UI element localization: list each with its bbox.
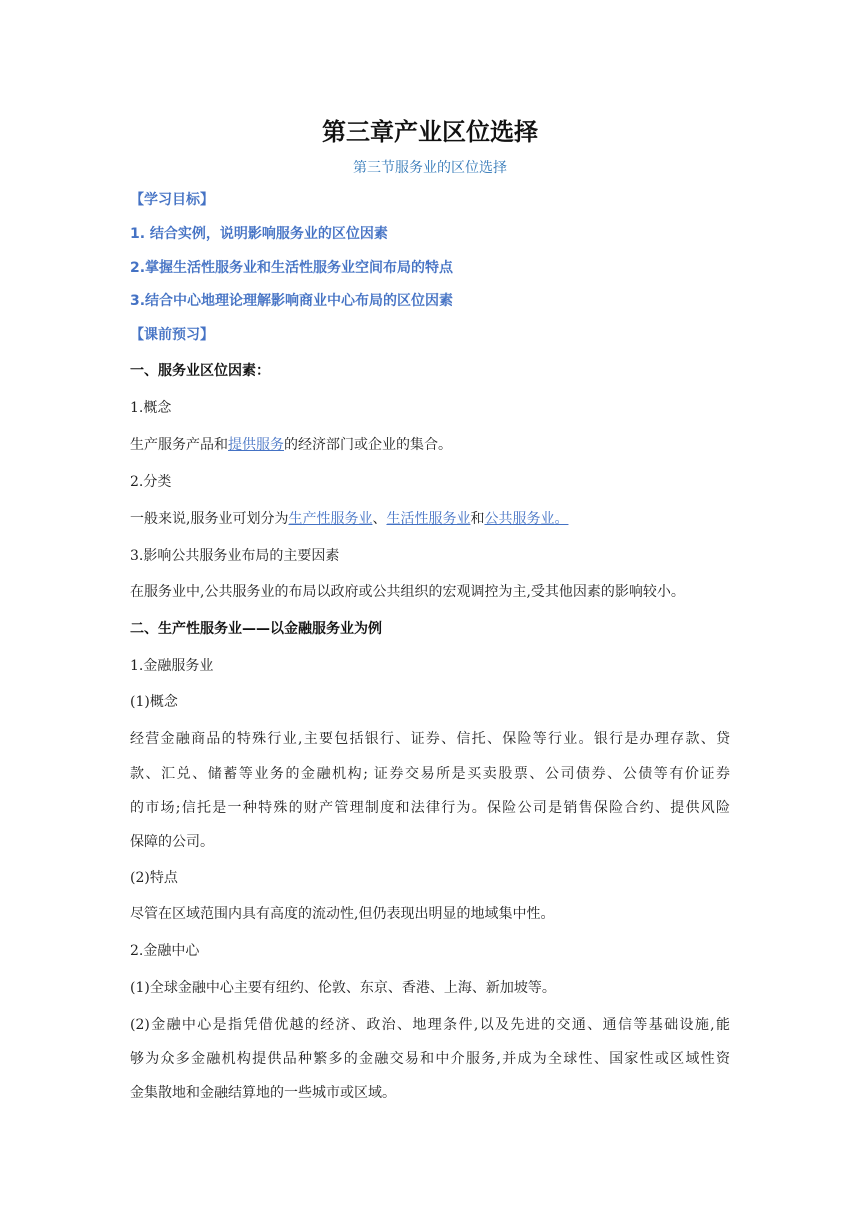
objective-item: 1. 结合实例，说明影响服务业的区位因素: [130, 226, 388, 242]
feature-text: 尽管在区域范围内具有高度的流动性,但仍表现出明显的地域集中性。: [130, 906, 555, 922]
concept-label: 1.概念: [130, 400, 172, 416]
financial-center-item1: (1)全球金融中心主要有纽约、伦敦、东京、香港、上海、新加坡等。: [130, 980, 556, 996]
objective-item: 2.掌握生活性服务业和生活性服务业空间布局的特点: [130, 260, 454, 276]
separator: 、: [372, 511, 387, 527]
financial-center-line: (2)金融中心是指凭借优越的经济、政治、地理条件,以及先进的交通、通信等基础设施,能: [130, 1017, 730, 1033]
fin-concept-label: (1)概念: [130, 694, 178, 710]
section-subtitle: 第三节服务业的区位选择: [353, 160, 507, 176]
concept-text: [130, 435, 730, 455]
factors-text: 在服务业中,公共服务业的布局以政府或公共组织的宏观调控为主,受其他因素的影响较小。: [130, 584, 685, 600]
fin-concept-line: 保障的公司。: [130, 834, 214, 850]
classification-pre: 一般来说,服务业可划分为: [130, 511, 289, 527]
objective-item: 3.结合中心地理论理解影响商业中心布局的区位因素: [130, 293, 454, 309]
concept-text-pre: 生产服务产品和: [130, 437, 228, 453]
concept-text-post: 的经济部门或企业的集合。: [284, 437, 452, 453]
financial-center-line: 金集散地和金融结算地的一些城市或区域。: [130, 1085, 396, 1101]
consumer-service-link[interactable]: 生活性服务业: [386, 511, 471, 527]
section2-heading: 二、生产性服务业——以金融服务业为例: [130, 621, 382, 637]
fin-concept-line: 经营金融商品的特殊行业,主要包括银行、证券、信托、保险等行业。银行是办理存款、贷: [130, 731, 730, 747]
provide-service-link[interactable]: 提供服务: [228, 437, 284, 453]
separator: 和: [470, 511, 485, 527]
producer-service-link[interactable]: 生产性服务业: [288, 511, 373, 527]
fin-concept-line: 的市场;信托是一种特殊的财产管理制度和法律行为。保险公司是销售保险合约、提供风险: [130, 800, 730, 816]
factors-label: 3.影响公共服务业布局的主要因素: [130, 548, 340, 564]
objectives-heading: 【学习目标】: [130, 192, 214, 208]
feature-label: (2)特点: [130, 870, 178, 886]
financial-center-line: 够为众多金融机构提供品种繁多的金融交易和中介服务,并成为全球性、国家性或区域性资: [130, 1051, 730, 1067]
classification-text: [130, 509, 730, 529]
section1-heading: 一、服务业区位因素：: [130, 363, 270, 379]
classification-label: 2.分类: [130, 474, 172, 490]
fin-concept-line: 款、汇兑、储蓄等业务的金融机构; 证券交易所是买卖股票、公司债券、公债等有价证券: [130, 766, 730, 782]
preview-heading: 【课前预习】: [130, 327, 214, 343]
financial-service-label: 1.金融服务业: [130, 658, 214, 674]
financial-center-label: 2.金融中心: [130, 943, 200, 959]
public-service-link[interactable]: 公共服务业。: [484, 511, 569, 527]
chapter-title: 第三章产业区位选择: [322, 118, 538, 146]
